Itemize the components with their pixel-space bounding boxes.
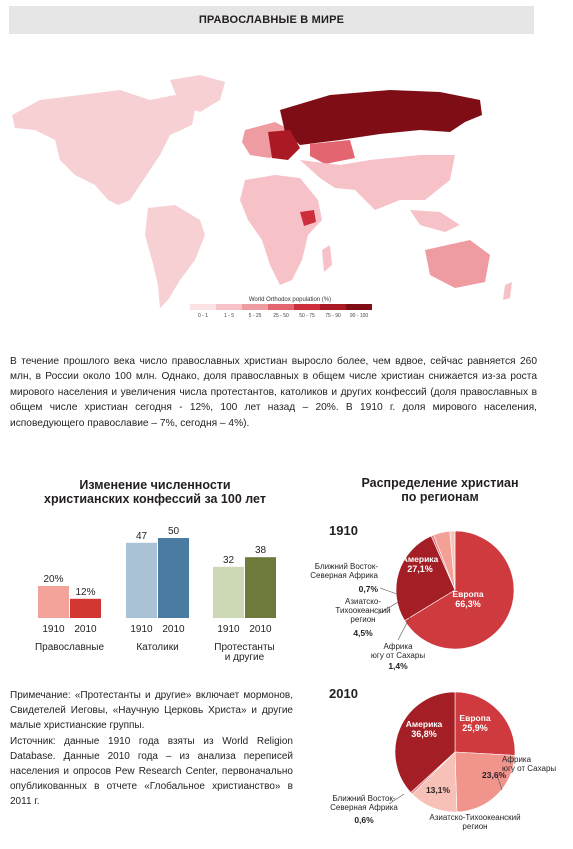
pie-slice-name: Европа <box>459 713 491 723</box>
bar-chart-title-line2: христианских конфессий за 100 лет <box>44 492 266 506</box>
pie-1910-year: 1910 <box>329 523 358 538</box>
pie-slice-name: Америка <box>405 719 443 729</box>
bar-value-label: 50 <box>167 526 180 537</box>
intro-paragraph: В течение прошлого века число православных христиан выросло более, чем вдвое, сейчас равняется 260 млн, в России около 100 млн. Однако, доля православных в общем числе христиан снижается из-за роста мирового населения и увеличения числа протестантов, католиков и других конфессий (доля православных в общем числе христиан сегодня - 12%, 100 лет назад – 20%. В 1910 г. доля мирового населения, исповедующего православие – 7%, сегодня – 4%). <box>10 356 537 429</box>
map-legend-title: World Orthodox population (%) <box>248 297 332 303</box>
legend-bin-label: 90 - 100 <box>349 313 369 319</box>
pie-slice-value: 13,1% <box>425 785 451 795</box>
bar-value-label: 47 <box>135 530 148 542</box>
bar-year-label: 1910 <box>130 624 153 635</box>
legend-bin-label: 50 - 75 <box>299 313 315 319</box>
legend-bin-label: 5 - 25 <box>248 313 262 319</box>
bar-year-label: 2010 <box>162 624 185 635</box>
bar-year-label: 2010 <box>249 624 272 635</box>
pie-slice-name: Ближний Восток-Северная Африка <box>310 562 378 580</box>
bar-group-label: Протестанты и другие <box>214 642 275 663</box>
pie-slice-value: 4,5% <box>353 628 373 638</box>
pie-slice-name: Америка <box>401 554 439 564</box>
pie-slice-value: 25,9% <box>462 723 488 733</box>
pie-chart-title-line1: Распределение христиан <box>361 476 519 490</box>
pie-slice-value: 36,8% <box>411 729 437 739</box>
bar-value-label: 20% <box>43 574 64 585</box>
bar-chart-title-line1: Изменение численности <box>79 478 231 492</box>
bar-group-label: Католики <box>136 642 179 653</box>
bar-value-label: 12% <box>75 586 96 598</box>
pie-slice-name: Европа <box>452 589 484 599</box>
legend-bin-label: 0 - 1 <box>197 313 209 319</box>
pie-chart-title-line2: по регионам <box>401 490 479 504</box>
bar-year-label: 1910 <box>217 624 240 635</box>
legend-bin-label: 25 - 50 <box>273 313 289 319</box>
pie-slice-name: Африка югу от Сахары <box>502 755 557 773</box>
pie-slice-name: Азиатско-Тихоокеанский регион <box>429 813 521 831</box>
pie-slice-name: Азиатско-Тихоокеанский регион <box>335 597 391 624</box>
pie-slice-name: Африка югу от Сахары <box>370 642 426 660</box>
pie-slice-value: 0,7% <box>358 584 378 594</box>
bar-year-label: 1910 <box>42 624 65 635</box>
legend-bin-label: 75 - 90 <box>325 313 341 319</box>
pie-slice-value: 23,6% <box>482 770 507 780</box>
pie-slice-name: Ближний Восток-Северная Африка <box>330 794 398 812</box>
bar-value-label: 32 <box>222 554 235 566</box>
page-title: ПРАВОСЛАВНЫЕ В МИРЕ <box>9 6 534 34</box>
note-block <box>10 688 293 810</box>
pie-2010-year: 2010 <box>329 686 358 701</box>
pie-slice-value: 66,3% <box>455 599 481 609</box>
pie-slice-value: 0,6% <box>354 815 374 825</box>
bar-group-label: Православные <box>34 642 105 653</box>
source-paragraph: Источник: данные 1910 года взяты из World Religion Database. Данные 2010 года – из анализа переписей населения и опросов Pew Research Center, первоначально опубликованных в отчете «Глобальное христианство» в 2011 г. <box>10 735 293 808</box>
pie-slice-value: 1,4% <box>388 661 408 671</box>
legend-bin-label: 1 - 5 <box>223 313 235 319</box>
note-paragraph: Примечание: «Протестанты и другие» включает мормонов, Свидетелей Иеговы, «Научную Церковь Христа» и другие малые христианские группы. <box>10 690 293 732</box>
bar-value-label: 38 <box>254 545 267 557</box>
pie-slice-value: 27,1% <box>407 564 433 574</box>
bar-year-label: 2010 <box>74 624 97 635</box>
